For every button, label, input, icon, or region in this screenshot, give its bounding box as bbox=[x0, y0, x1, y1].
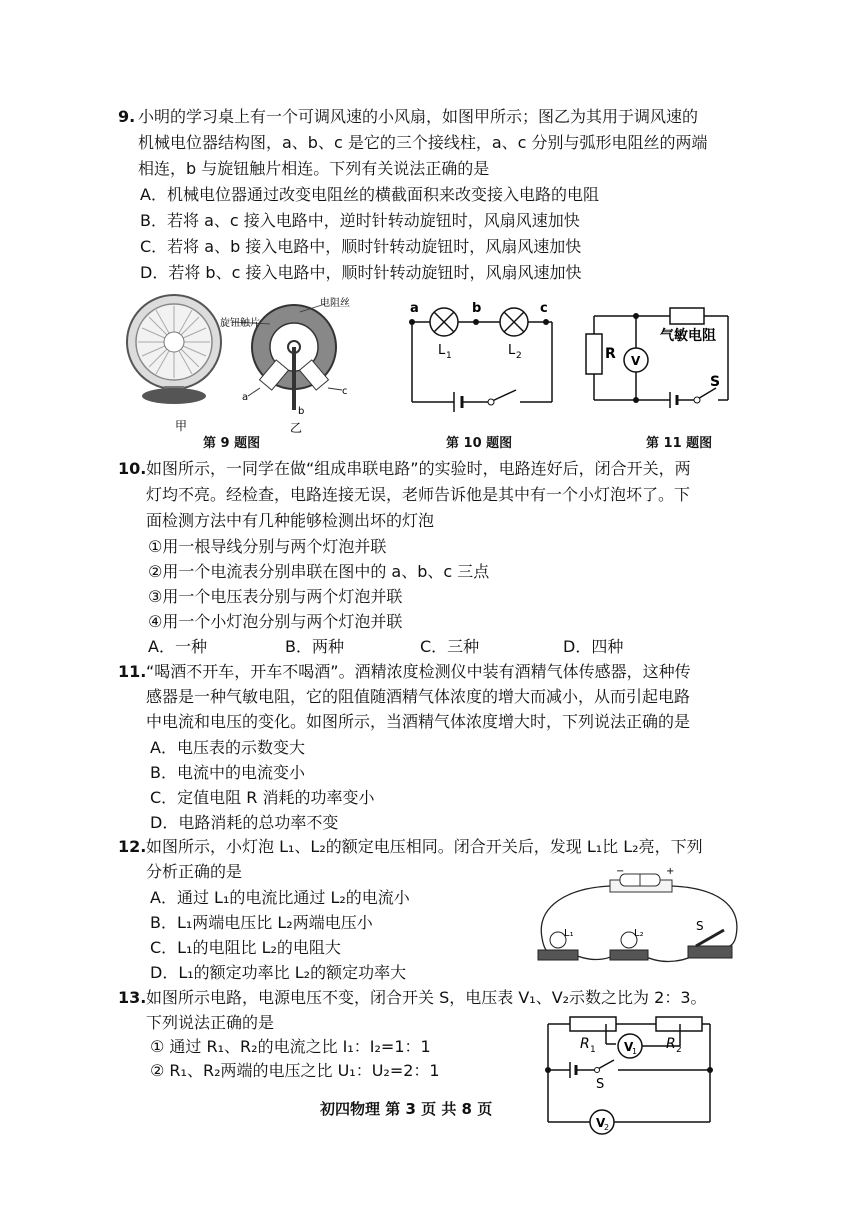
terminal-c-label: c bbox=[342, 386, 348, 397]
point-c-label: c bbox=[540, 301, 548, 316]
q9-option-c: C．若将 a、b 接入电路中，顺时针转动旋钮时，风扇风速加快 bbox=[140, 237, 582, 256]
q9-option-d: D．若将 b、c 接入电路中，顺时针转动旋钮时，风扇风速加快 bbox=[140, 263, 582, 282]
q13-number: 13. bbox=[118, 988, 147, 1007]
v1-subscript: 1 bbox=[632, 1047, 638, 1056]
figure-11-caption: 第 11 题图 bbox=[646, 436, 713, 451]
voltmeter-v-label: V bbox=[631, 354, 641, 368]
q9-option-b: B．若将 a、c 接入电路中，逆时针转动旋钮时，风扇风速加快 bbox=[140, 211, 580, 230]
q12-number: 12. bbox=[118, 837, 147, 856]
q12-option-a: A．通过 L₁的电流比通过 L₂的电流小 bbox=[150, 888, 410, 907]
q9-stem-line1: 小明的学习桌上有一个可调风速的小风扇，如图甲所示；图乙为其用于调风速的 bbox=[138, 107, 699, 126]
lamp-l1-subscript: 1 bbox=[446, 351, 452, 361]
lamp-l2-label: L bbox=[508, 343, 516, 358]
fan-image bbox=[127, 295, 221, 404]
q10-option-a: A．一种 bbox=[148, 637, 207, 656]
terminal-a-label: a bbox=[242, 392, 249, 403]
figure-11 bbox=[578, 300, 738, 418]
q13-stem-line2: 下列说法正确的是 bbox=[146, 1013, 275, 1032]
q12-option-b: B．L₁两端电压比 L₂两端电压小 bbox=[150, 913, 373, 932]
battery-minus-label: − bbox=[616, 866, 625, 877]
q9-stem-line3: 相连，b 与旋钮触片相连。下列有关说法正确的是 bbox=[138, 159, 490, 178]
r2-label: R bbox=[666, 1036, 676, 1052]
figure-13 bbox=[540, 1010, 726, 1138]
q12-option-d: D．L₁的额定功率比 L₂的额定功率大 bbox=[150, 963, 407, 982]
lamp-l1-label: L bbox=[438, 343, 446, 358]
r2-subscript: 2 bbox=[676, 1045, 682, 1055]
label-knob-contact: 旋钮触片 bbox=[220, 318, 260, 329]
lamp-l2-subscript: 2 bbox=[516, 351, 522, 361]
q10-option-c: C．三种 bbox=[420, 637, 480, 656]
potentiometer-caption-yi: 乙 bbox=[290, 421, 303, 435]
q11-option-b: B．电流中的电流变小 bbox=[150, 763, 305, 782]
figure-9 bbox=[120, 292, 385, 442]
point-b-label: b bbox=[472, 301, 482, 316]
q11-option-c: C．定值电阻 R 消耗的功率变小 bbox=[150, 788, 375, 807]
lamp-l1-label: L₁ bbox=[564, 928, 574, 939]
r1-subscript: 1 bbox=[590, 1045, 596, 1055]
q9-stem-line2: 机械电位器结构图，a、b、c 是它的三个接线柱，a、c 分别与弧形电阻丝的两端 bbox=[138, 133, 708, 152]
switch-s-label: S bbox=[710, 374, 721, 390]
battery-plus-label: + bbox=[666, 866, 675, 877]
v2-subscript: 2 bbox=[604, 1123, 610, 1132]
q10-item-4: ④用一个小灯泡分别与两个灯泡并联 bbox=[148, 612, 403, 631]
q10-stem-line1: 如图所示，一同学在做“组成串联电路”的实验时，电路连好后，闭合开关，两 bbox=[146, 459, 691, 478]
q11-option-d: D．电路消耗的总功率不变 bbox=[150, 813, 339, 832]
q9-option-a: A．机械电位器通过改变电阻丝的横截面积来改变接入电路的电阻 bbox=[140, 185, 599, 204]
fan-caption-jia: 甲 bbox=[175, 419, 188, 433]
resistor-r-label: R bbox=[605, 346, 616, 362]
point-a-label: a bbox=[410, 301, 419, 316]
q13-item-1: ① 通过 R₁、R₂的电流之比 I₁：I₂=1：1 bbox=[150, 1037, 431, 1056]
page-footer: 初四物理 第 3 页 共 8 页 bbox=[320, 1100, 493, 1118]
q12-stem-line2: 分析正确的是 bbox=[146, 862, 243, 881]
q10-item-1: ①用一根导线分别与两个灯泡并联 bbox=[148, 537, 387, 556]
r1-label: R bbox=[580, 1036, 590, 1052]
q12-option-c: C．L₁的电阻比 L₂的电阻大 bbox=[150, 938, 341, 957]
label-resistance-wire: 电阻丝 bbox=[320, 298, 350, 309]
q11-number: 11. bbox=[118, 662, 147, 681]
q13-item-2: ② R₁、R₂两端的电压之比 U₁：U₂=2：1 bbox=[150, 1061, 440, 1080]
q11-stem-line1: “喝酒不开车，开车不喝酒”。酒精浓度检测仪中装有酒精气体传感器，这种传 bbox=[146, 662, 691, 681]
figure-9-caption: 第 9 题图 bbox=[203, 436, 261, 451]
q10-stem-line2: 灯均不亮。经检查，电路连接无误，老师告诉他是其中有一个小灯泡坏了。下 bbox=[146, 485, 691, 504]
gas-resistor-label: 气敏电阻 bbox=[660, 328, 716, 344]
q11-option-a: A．电压表的示数变大 bbox=[150, 738, 305, 757]
terminal-b-label: b bbox=[298, 406, 305, 417]
q10-item-3: ③用一个电压表分别与两个灯泡并联 bbox=[148, 587, 403, 606]
q12-stem-line1: 如图所示，小灯泡 L₁、L₂的额定电压相同。闭合开关后，发现 L₁比 L₂亮，下列 bbox=[146, 837, 703, 856]
q10-item-2: ②用一个电流表分别串联在图中的 a、b、c 三点 bbox=[148, 562, 490, 581]
v2-label: V bbox=[596, 1116, 606, 1130]
figure-10 bbox=[392, 296, 570, 416]
switch-s-label: S bbox=[596, 1077, 605, 1092]
q13-stem-line1: 如图所示电路，电源电压不变，闭合开关 S，电压表 V₁、V₂示数之比为 2：3。 bbox=[146, 988, 707, 1007]
q11-stem-line3: 中电流和电压的变化。如图所示，当酒精气体浓度增大时，下列说法正确的是 bbox=[146, 712, 691, 731]
v1-label: V bbox=[624, 1040, 634, 1054]
q9-number: 9. bbox=[118, 107, 136, 126]
q10-number: 10. bbox=[118, 459, 147, 478]
q10-stem-line3: 面检测方法中有几种能够检测出坏的灯泡 bbox=[146, 511, 435, 530]
q10-option-b: B．两种 bbox=[285, 637, 344, 656]
switch-s-label: S bbox=[696, 919, 704, 933]
figure-12 bbox=[528, 866, 746, 974]
switch-s bbox=[688, 930, 732, 958]
q11-stem-line2: 感器是一种气敏电阻，它的阻值随酒精气体浓度的增大而减小，从而引起电路 bbox=[146, 687, 691, 706]
q10-option-d: D．四种 bbox=[563, 637, 624, 656]
lamp-l2-label: L₂ bbox=[634, 928, 644, 939]
figure-10-caption: 第 10 题图 bbox=[446, 436, 513, 451]
